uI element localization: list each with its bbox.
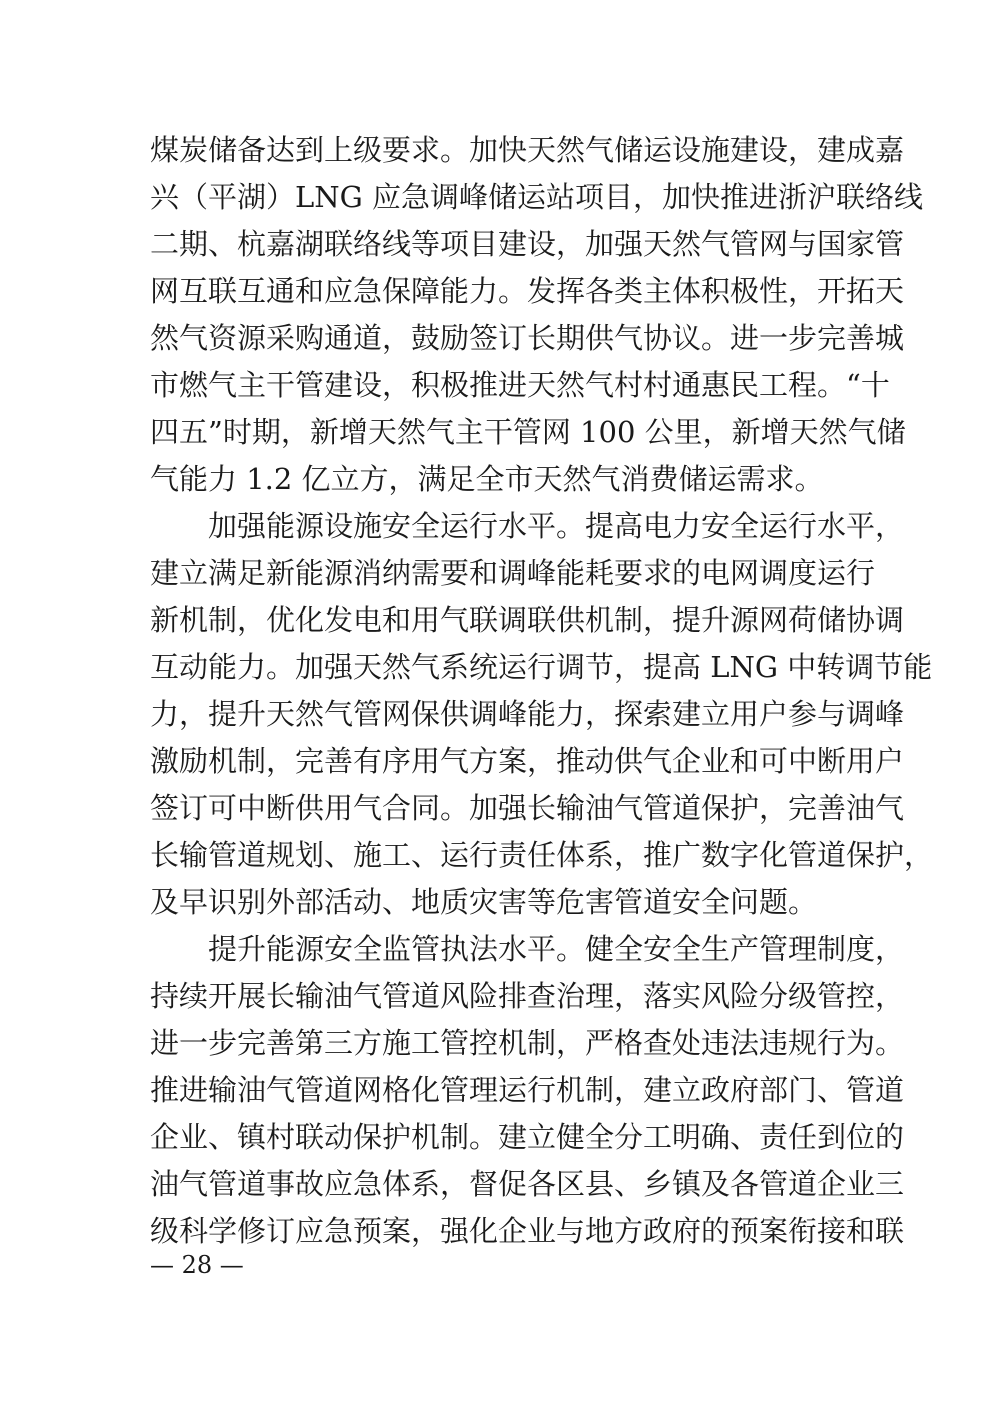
paragraph-1-line-6: 市燃气主干管建设，积极推进天然气村村通惠民工程。“十: [150, 368, 890, 402]
paragraph-1-line-4: 网互联互通和应急保障能力。发挥各类主体积极性，开拓天: [150, 274, 905, 308]
paragraph-2-line-2: 建立满足新能源消纳需要和调峰能耗要求的电网调度运行: [150, 556, 876, 590]
paragraph-2-line-6: 激励机制，完善有序用气方案，推动供气企业和可中断用户: [150, 744, 905, 778]
paragraph-3-line-5: 企业、镇村联动保护机制。建立健全分工明确、责任到位的: [150, 1120, 905, 1154]
paragraph-2-line-3: 新机制，优化发电和用气联调联供机制，提升源网荷储协调: [150, 603, 905, 637]
paragraph-1-line-8: 气能力 1.2 亿立方，满足全市天然气消费储运需求。: [150, 462, 824, 496]
paragraph-2-line-8: 长输管道规划、施工、运行责任体系，推广数字化管道保护，: [150, 838, 934, 872]
paragraph-2-line-4: 互动能力。加强天然气系统运行调节，提高 LNG 中转调节能: [150, 650, 933, 684]
paragraph-1-line-1: 煤炭储备达到上级要求。加快天然气储运设施建设，建成嘉: [150, 133, 905, 167]
paragraph-3-line-2: 持续开展长输油气管道风险排查治理，落实风险分级管控，: [150, 979, 905, 1013]
paragraph-1-line-3: 二期、杭嘉湖联络线等项目建设，加强天然气管网与国家管: [150, 227, 905, 261]
paragraph-2-line-1: 加强能源设施安全运行水平。提高电力安全运行水平，: [208, 509, 905, 543]
paragraph-1-line-5: 然气资源采购通道，鼓励签订长期供气协议。进一步完善城: [150, 321, 905, 355]
paragraph-2-line-7: 签订可中断供用气合同。加强长输油气管道保护，完善油气: [150, 791, 905, 825]
paragraph-1-line-2: 兴（平湖）LNG 应急调峰储运站项目，加快推进浙沪联络线: [150, 180, 924, 214]
paragraph-2-line-9: 及早识别外部活动、地质灾害等危害管道安全问题。: [150, 885, 818, 919]
paragraph-3-line-6: 油气管道事故应急体系，督促各区县、乡镇及各管道企业三: [150, 1167, 905, 1201]
paragraph-3-line-7: 级科学修订应急预案，强化企业与地方政府的预案衔接和联: [150, 1214, 905, 1248]
paragraph-3-line-1: 提升能源安全监管执法水平。健全安全生产管理制度，: [208, 932, 905, 966]
paragraph-1-line-7: 四五”时期，新增天然气主干管网 100 公里，新增天然气储: [150, 415, 906, 449]
paragraph-3-line-3: 进一步完善第三方施工管控机制，严格查处违法违规行为。: [150, 1026, 905, 1060]
paragraph-2-line-5: 力，提升天然气管网保供调峰能力，探索建立用户参与调峰: [150, 697, 905, 731]
page-number: — 28 —: [150, 1251, 244, 1279]
paragraph-3-line-4: 推进输油气管道网格化管理运行机制，建立政府部门、管道: [150, 1073, 905, 1107]
